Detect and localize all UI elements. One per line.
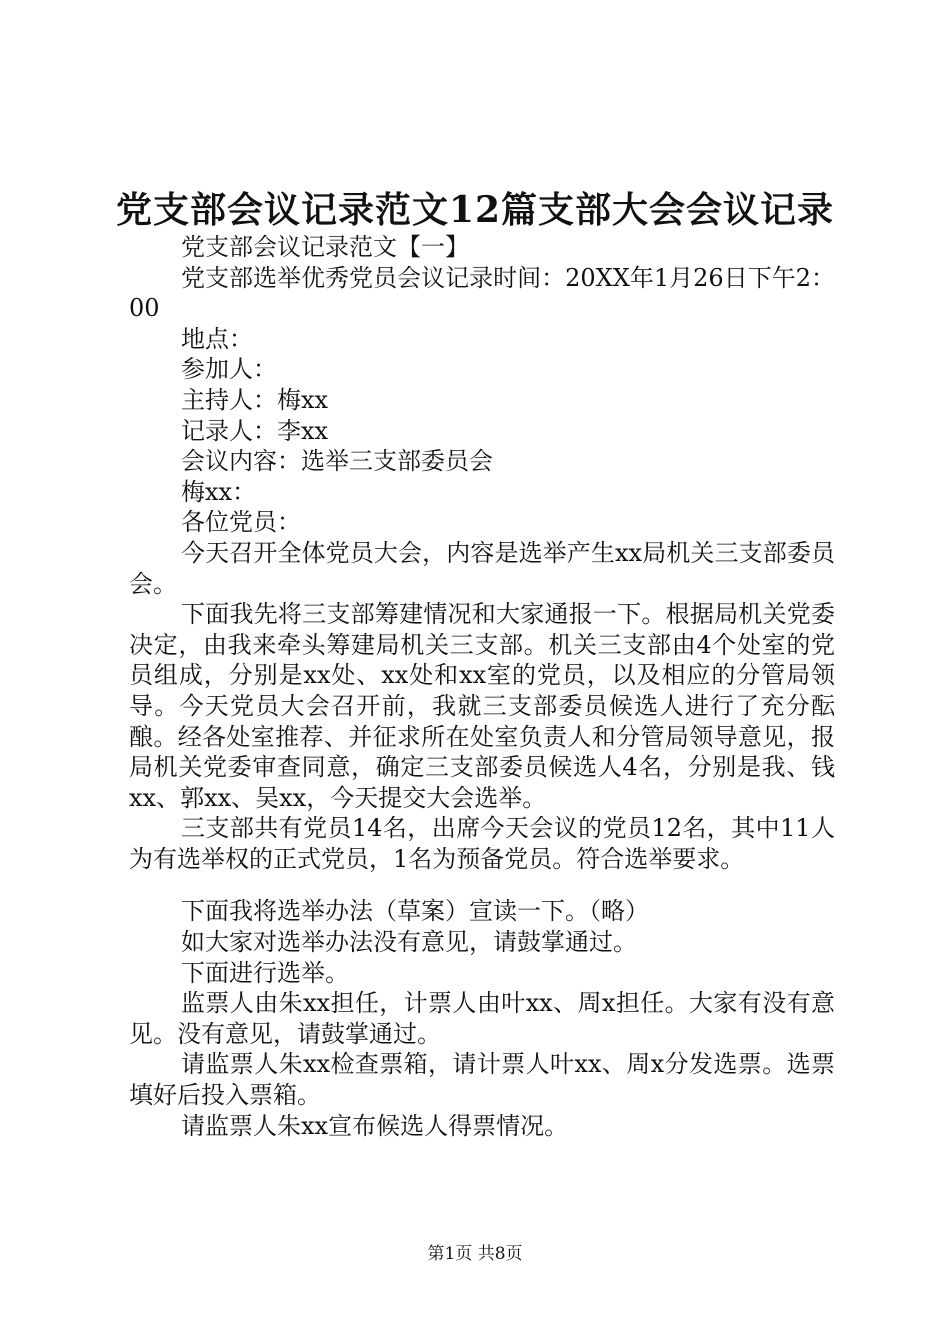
paragraph-heading: 党支部会议记录范文【一】	[181, 233, 469, 261]
paragraph-body: 请监票人朱xx检查票箱，请计票人叶xx、周x分发选票。选票填好后投入票箱。	[129, 1050, 835, 1110]
paragraph-gap	[129, 874, 835, 896]
paragraph-meeting-time: 党支部选举优秀党员会议记录时间：20XX年1月26日下午2：00	[129, 263, 835, 323]
paragraph-body: 今天召开全体党员大会，内容是选举产生xx局机关三支部委员会。	[129, 538, 835, 598]
document-title: 党支部会议记录范文12篇支部大会会议记录	[115, 189, 835, 231]
paragraph-body: 下面我将选举办法（草案）宣读一下。（略）	[181, 897, 649, 926]
document-body	[129, 232, 835, 1141]
paragraph-body: 监票人由朱xx担任，计票人由叶xx、周x担任。大家有没有意见。没有意见，请鼓掌通过。	[129, 989, 835, 1048]
paragraph-body: 三支部共有党员14名，出席今天会议的党员12名，其中11人为有选举权的正式党员，1名为预备党员。符合选举要求。	[129, 814, 835, 873]
paragraph-body: 如大家对选举办法没有意见，请鼓掌通过。	[181, 928, 637, 957]
paragraph-attendees: 参加人：	[181, 355, 277, 384]
paragraph-location: 地点：	[181, 324, 253, 353]
paragraph-meeting-content: 会议内容：选举三支部委员会	[181, 447, 493, 476]
paragraph-greeting: 各位党员：	[181, 508, 301, 537]
paragraph-body: 下面我先将三支部筹建情况和大家通报一下。根据局机关党委决定，由我来牵头筹建局机关三支部。机关三支部由4个处室的党员组成，分别是xx处、xx处和xx室的党员，以及相应的分管局领导。今天党员大会召开前，我就三支部委员候选人进行了充分酝酿。经各处室推荐、并征求所在处室负责人和分管局领导意见，报局机关党委审查同意，确定三支部委员候选人4名，分别是我、钱xx、郭xx、吴xx，今天提交大会选举。	[129, 600, 835, 812]
paragraph-body: 请监票人朱xx宣布候选人得票情况。	[181, 1111, 569, 1140]
paragraph-body: 下面进行选举。	[181, 958, 349, 987]
paragraph-speaker: 梅xx：	[181, 477, 257, 506]
paragraph-recorder: 记录人：李xx	[181, 416, 329, 445]
paragraph-host: 主持人：梅xx	[181, 385, 329, 414]
page-number: 第1页 共8页	[427, 1244, 523, 1264]
